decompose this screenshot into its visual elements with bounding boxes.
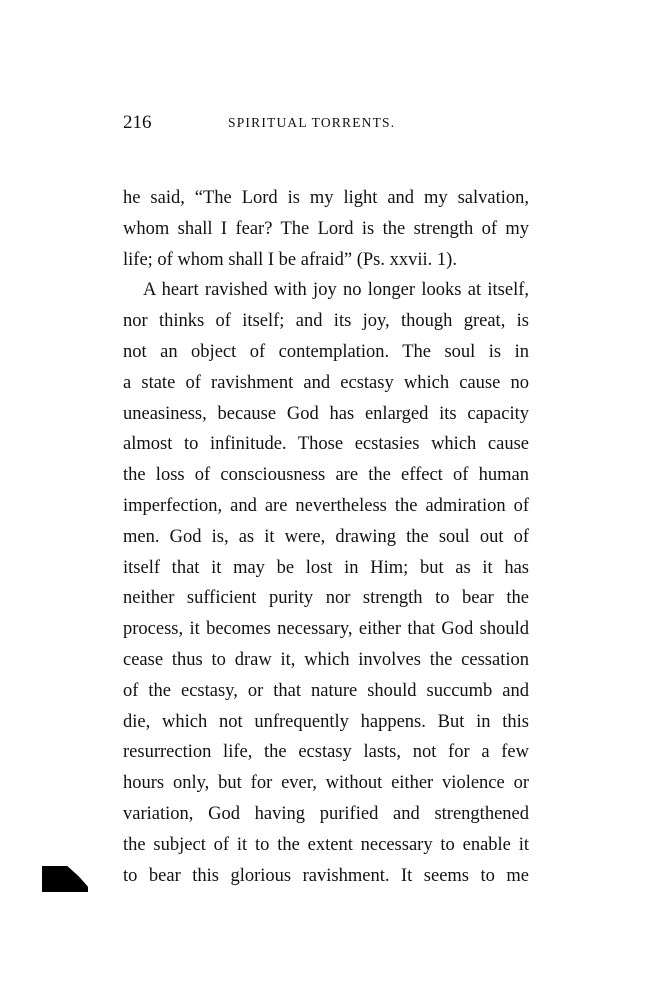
text-line: men. God is, as it were, drawing the soul out of [123,526,529,547]
text-line: process, it becomes necessary, either that God should [123,619,529,640]
text-line: almost to infinitude. Those ecstasies which cause [123,434,529,455]
text-line: variation, God having purified and strengthened [123,803,529,824]
scan-artifact-mark [42,866,88,892]
text-line: whom shall I fear? The Lord is the strength of my [123,218,529,239]
text-line: itself that it may be lost in Him; but as it has [123,557,529,578]
text-line: to bear this glorious ravishment. It seems to me [123,865,529,886]
text-line: nor thinks of itself; and its joy, though great, is [123,311,529,332]
text-line: uneasiness, because God has enlarged its capacity [123,403,529,424]
text-line: of the ecstasy, or that nature should succumb and [123,680,529,701]
text-line: cease thus to draw it, which involves the cessation [123,649,529,670]
page-number: 216 [123,112,152,133]
text-line: neither sufficient purity nor strength to bear the [123,588,529,609]
text-line: resurrection life, the ecstasy lasts, not for a few [123,742,529,763]
text-line: a state of ravishment and ecstasy which cause no [123,372,529,393]
text-line: the subject of it to the extent necessary to enable it [123,834,529,855]
text-line: A heart ravished with joy no longer looks at itself, [143,280,529,301]
text-line: die, which not unfrequently happens. But in this [123,711,529,732]
text-line: not an object of contemplation. The soul is in [123,341,529,362]
page-header [123,112,528,136]
running-head: SPIRITUAL TORRENTS. [228,115,396,130]
text-line: hours only, but for ever, without either violence or [123,773,529,794]
text-line: imperfection, and are nevertheless the admiration of [123,495,529,516]
text-line: he said, “The Lord is my light and my salvation, [123,188,529,208]
text-line: the loss of consciousness are the effect of human [123,465,529,486]
page-body-text [123,183,529,891]
text-line: life; of whom shall I be afraid” (Ps. xxvii. 1). [123,249,457,270]
